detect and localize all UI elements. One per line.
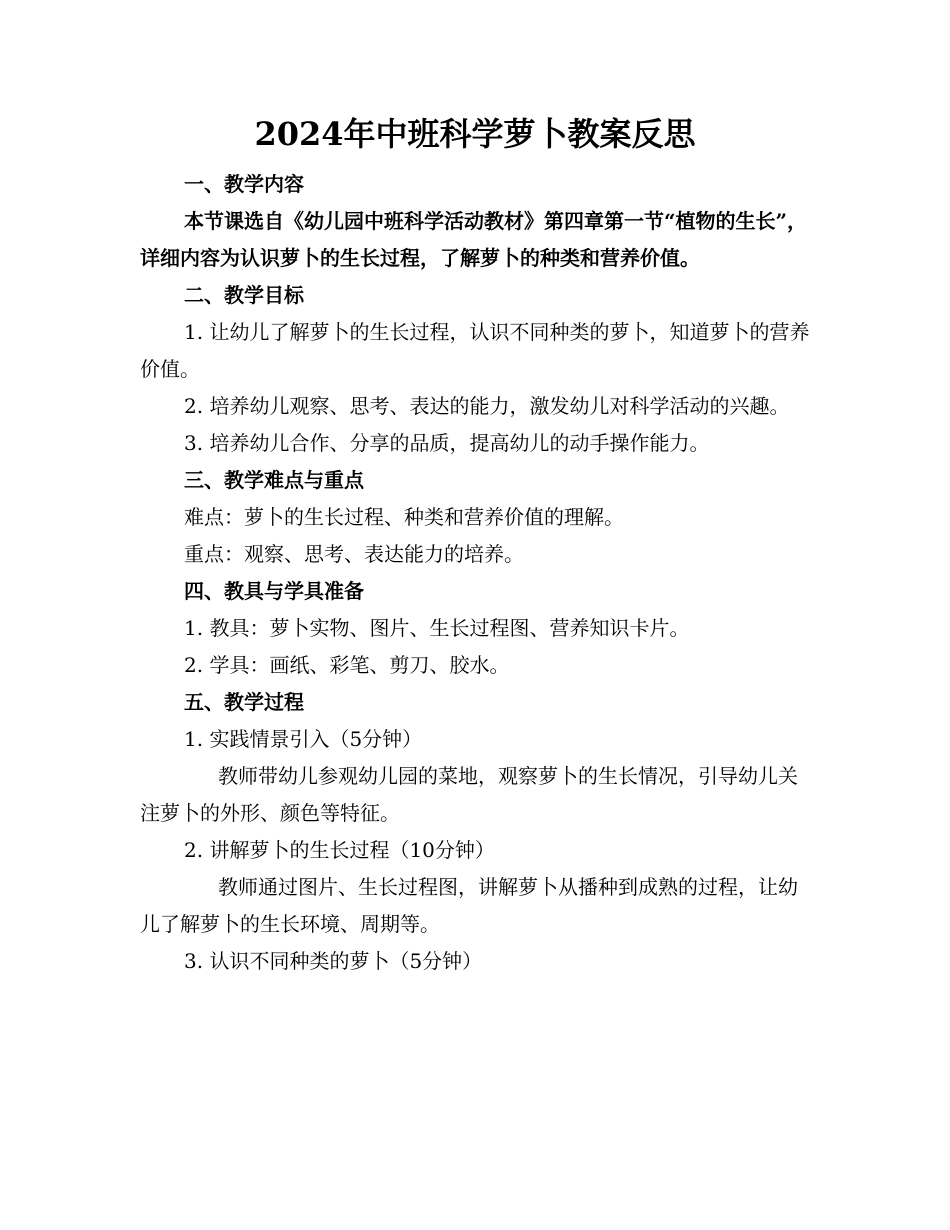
content-paragraph: 本节课选自《幼儿园中班科学活动教材》第四章第一节“植物的生长”，详细内容为认识萝卜的生长过程，了解萝卜的种类和营养价值。 bbox=[140, 209, 808, 270]
section-heading-materials: 四、教具与学具准备 bbox=[184, 579, 364, 603]
section-heading-process: 五、教学过程 bbox=[184, 690, 304, 714]
process-step-2: 2. 讲解萝卜的生长过程（10分钟） bbox=[184, 838, 495, 862]
section-heading-content: 一、教学内容 bbox=[184, 172, 304, 196]
focus-line: 重点：观察、思考、表达能力的培养。 bbox=[184, 542, 524, 566]
document-body bbox=[140, 166, 812, 980]
goal-item-1: 1. 让幼儿了解萝卜的生长过程，认识不同种类的萝卜，知道萝卜的营养价值。 bbox=[140, 320, 810, 381]
process-step-1: 1. 实践情景引入（5分钟） bbox=[184, 727, 423, 751]
materials-item-1: 1. 教具：萝卜实物、图片、生长过程图、营养知识卡片。 bbox=[184, 616, 690, 640]
section-heading-key-points: 三、教学难点与重点 bbox=[184, 468, 364, 492]
difficulty-line: 难点：萝卜的生长过程、种类和营养价值的理解。 bbox=[184, 505, 624, 529]
goal-item-3: 3. 培养幼儿合作、分享的品质，提高幼儿的动手操作能力。 bbox=[184, 431, 710, 455]
process-step-1-detail: 教师带幼儿参观幼儿园的菜地，观察萝卜的生长情况，引导幼儿关注萝卜的外形、颜色等特征。 bbox=[140, 764, 798, 825]
materials-item-2: 2. 学具：画纸、彩笔、剪刀、胶水。 bbox=[184, 653, 510, 677]
process-step-3: 3. 认识不同种类的萝卜（5分钟） bbox=[184, 949, 483, 973]
goal-item-2: 2. 培养幼儿观察、思考、表达的能力，激发幼儿对科学活动的兴趣。 bbox=[184, 394, 790, 418]
process-step-2-detail: 教师通过图片、生长过程图，讲解萝卜从播种到成熟的过程，让幼儿了解萝卜的生长环境、周期等。 bbox=[140, 875, 798, 936]
document-title: 2024年中班科学萝卜教案反思 bbox=[254, 115, 696, 153]
section-heading-goals: 二、教学目标 bbox=[184, 283, 304, 307]
